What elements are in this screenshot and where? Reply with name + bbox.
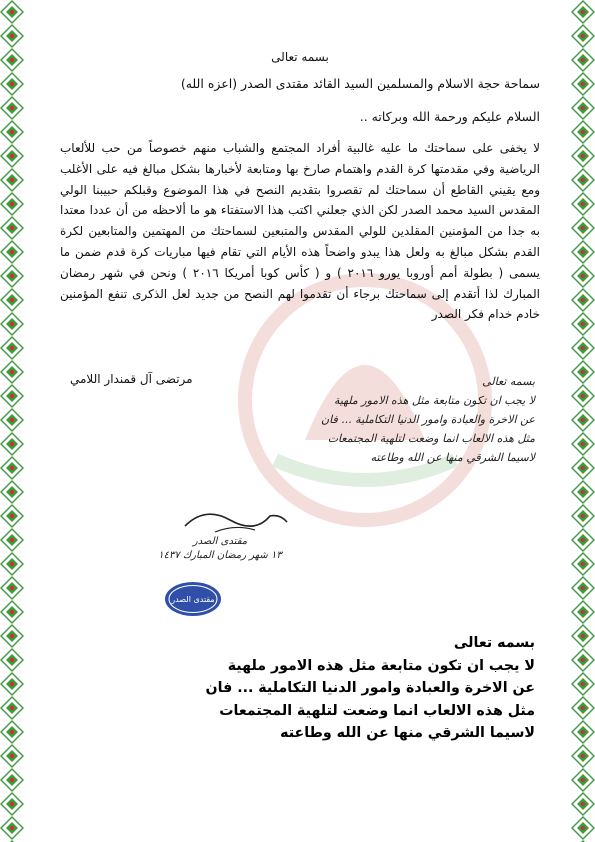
border-ornament <box>571 744 595 768</box>
border-ornament <box>0 48 24 72</box>
signature-name: مقتدى الصدر <box>192 536 248 547</box>
border-ornament <box>0 360 24 384</box>
border-ornament <box>571 672 595 696</box>
border-ornament <box>0 768 24 792</box>
border-ornament <box>0 168 24 192</box>
border-ornament <box>571 48 595 72</box>
border-ornament <box>0 624 24 648</box>
seal-text: مقتدى الصدر <box>171 595 215 604</box>
border-ornament <box>571 288 595 312</box>
border-ornament <box>0 288 24 312</box>
border-ornament <box>571 816 595 840</box>
handwritten-line: عن الاخرة والعبادة وامور الدنيا التكاملية ... فان <box>321 413 535 426</box>
border-ornament <box>0 504 24 528</box>
border-ornament <box>571 240 595 264</box>
border-ornament <box>0 120 24 144</box>
border-ornament <box>571 648 595 672</box>
border-ornament <box>0 192 24 216</box>
left-decorative-border <box>0 0 24 842</box>
border-ornament <box>571 552 595 576</box>
border-ornament <box>0 648 24 672</box>
handwritten-line: مثل هذه الالعاب انما وضعت لتلهية المجتمعات <box>327 432 535 445</box>
border-ornament <box>0 696 24 720</box>
border-ornament <box>571 192 595 216</box>
border-ornament <box>571 576 595 600</box>
border-ornament <box>571 456 595 480</box>
right-decorative-border <box>571 0 595 842</box>
border-ornament <box>0 720 24 744</box>
transcription-line: بسمه تعالى <box>453 635 535 651</box>
letter-basmala: بسمه تعالى <box>271 50 329 64</box>
letter-addressee: سماحة حجة الاسلام والمسلمين السيد القائد مقتدى الصدر (اعزه الله) <box>180 76 540 91</box>
border-ornament <box>571 720 595 744</box>
border-ornament <box>571 264 595 288</box>
border-ornament <box>571 24 595 48</box>
handwritten-line: لاسيما الشرقي منها عن الله وطاعته <box>370 451 535 464</box>
border-ornament <box>0 96 24 120</box>
letter-sender: مرتضى آل قمندار اللامي <box>70 372 193 386</box>
border-ornament <box>0 264 24 288</box>
border-ornament <box>0 432 24 456</box>
signature-date: ١٣ شهر رمضان المبارك ١٤٣٧ <box>158 550 282 561</box>
border-ornament <box>571 528 595 552</box>
border-ornament <box>571 360 595 384</box>
handwritten-line: لا يجب ان تكون متابعة مثل هذه الامور ملهية <box>334 394 535 407</box>
border-ornament <box>0 456 24 480</box>
border-ornament <box>571 600 595 624</box>
border-ornament <box>571 384 595 408</box>
border-ornament <box>0 408 24 432</box>
blue-seal-stamp <box>163 580 223 618</box>
border-ornament <box>0 72 24 96</box>
border-ornament <box>0 792 24 816</box>
border-ornament <box>0 600 24 624</box>
border-ornament <box>571 792 595 816</box>
border-ornament <box>571 480 595 504</box>
transcription-line: لاسيما الشرقي منها عن الله وطاعته <box>280 725 535 741</box>
border-ornament <box>571 144 595 168</box>
border-ornament <box>571 696 595 720</box>
border-ornament <box>0 480 24 504</box>
border-ornament <box>571 408 595 432</box>
transcription-line: عن الاخرة والعبادة وامور الدنيا التكاملية ... فان <box>205 680 535 696</box>
border-ornament <box>0 744 24 768</box>
border-ornament <box>571 504 595 528</box>
border-ornament <box>0 24 24 48</box>
letter-body: لا يخفى على سماحتك ما عليه غالبية أفراد المجتمع والشباب منهم خصوصاً من حب للألعاب الرياضية وفي مقدمتها كرة القدم واهتمام صارخ بها ومتابعة لأخبارها بشكل مبالغ فيه على الأغلب ومع يقيني القاطع أن سماحتك لم تقصروا بتقديم النصح في هذا الموضوع وقبلكم حبيبنا الولي المقدس السيد محمد الصدر لكن الذي جعلني اكتب هذا الاستفتاء هو ما ألاحظه من أن عددا معتدا به جدا من المؤمنين المقلدين للولي المقدس والمتبعين لسماحتك من المهتمين والمتابعين لكرة القدم بشكل مبالغ به ولعل هذا يبدو واضحاً هذه الأيام التي تقام فيها مباريات كرة قدم ضمن ما يسمى ( بطولة أمم أوروبا يورو ٢٠١٦ ) و ( كأس كوبا أمريكا ٢٠١٦ ) ونحن في شهر رمضان المبارك لذا أتقدم إلى سماحتك برجاء أن تقدموا لهم النصح من جديد لعل الذكرى تنفع المؤمنين خادم خدام فكر الصدر <box>60 141 540 322</box>
border-ornament <box>0 0 24 24</box>
handwritten-reply <box>235 372 535 492</box>
border-ornament <box>0 312 24 336</box>
border-ornament <box>571 120 595 144</box>
border-ornament <box>0 240 24 264</box>
border-ornament <box>0 144 24 168</box>
border-ornament <box>0 552 24 576</box>
border-ornament <box>571 216 595 240</box>
border-ornament <box>0 816 24 840</box>
border-ornament <box>0 336 24 360</box>
reply-transcription <box>205 632 535 745</box>
border-ornament <box>571 168 595 192</box>
border-ornament <box>571 312 595 336</box>
transcription-line: مثل هذه الالعاب انما وضعت لتلهية المجتمعات <box>219 702 535 719</box>
handwritten-line: بسمه تعالى <box>482 375 535 388</box>
border-ornament <box>0 528 24 552</box>
signature-caption <box>120 535 320 563</box>
border-ornament <box>571 72 595 96</box>
letter-greeting: السلام عليكم ورحمة الله وبركاته .. <box>359 109 540 124</box>
transcription-line: لا يجب ان تكون متابعة مثل هذه الامور ملهية <box>227 657 535 674</box>
border-ornament <box>0 384 24 408</box>
letter <box>60 50 540 325</box>
border-ornament <box>571 96 595 120</box>
border-ornament <box>571 336 595 360</box>
border-ornament <box>571 0 595 24</box>
border-ornament <box>571 624 595 648</box>
border-ornament <box>571 432 595 456</box>
border-ornament <box>0 672 24 696</box>
border-ornament <box>0 216 24 240</box>
handwritten-signature <box>175 498 295 540</box>
border-ornament <box>0 576 24 600</box>
border-ornament <box>571 768 595 792</box>
